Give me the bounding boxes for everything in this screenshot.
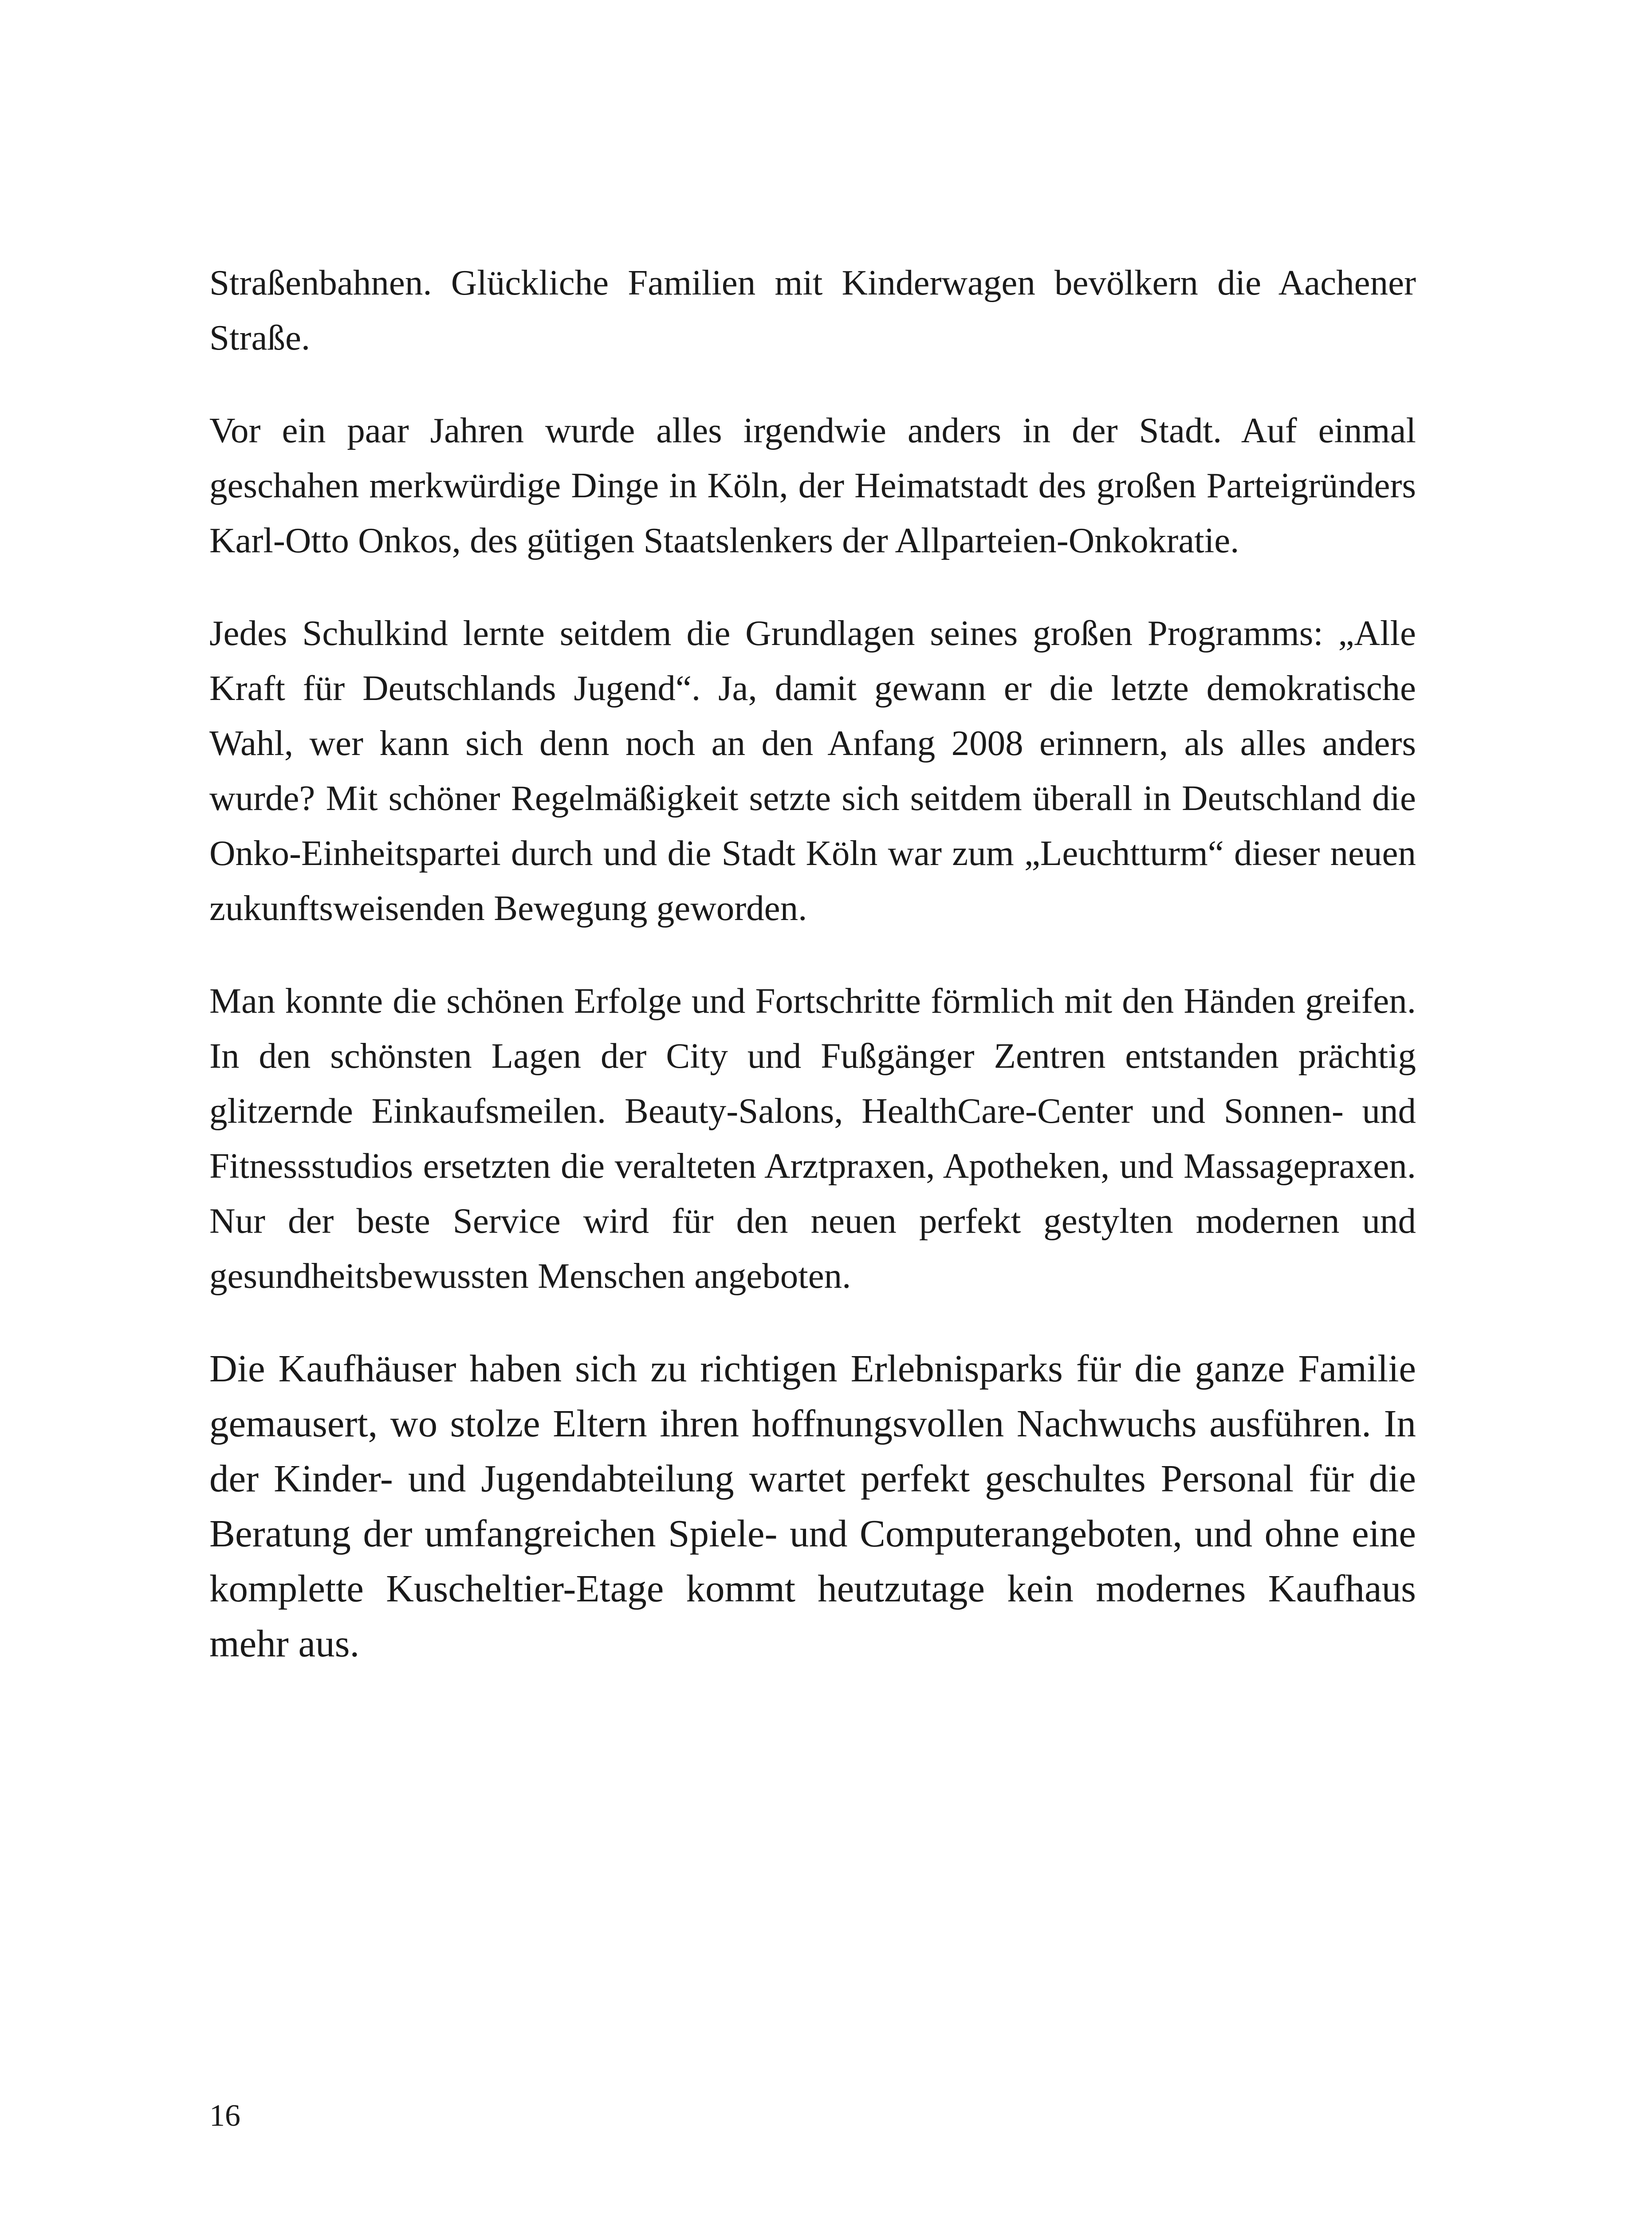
- paragraph-1: Straßenbahnen. Glückliche Familien mit Kinderwagen bevölkern die Aachener Straße.: [209, 263, 1416, 358]
- paragraph-2: Vor ein paar Jahren wurde alles irgendwie anders in der Stadt. Auf einmal geschahen merkwürdige Dinge in Köln, der Heimatstadt des großen Parteigründers Karl-Otto Onkos, des gütigen Staatslenkers der Allparteien-Onkokratie.: [209, 410, 1416, 560]
- paragraph-3: Jedes Schulkind lernte seitdem die Grundlagen seines großen Programms: „Alle Kraft für Deutschlands Jugend“. Ja, damit gewann er die letzte demokratische Wahl, wer kann sich denn noch an den Anfang 2008 erinnern, als alles anders wurde? Mit schöner Regelmäßigkeit setzte sich seitdem überall in Deutschland die Onko-Einheitspartei durch und die Stadt Köln war zum „Leuchtturm“ dieser neuen zukunftsweisenden Bewegung geworden.: [209, 613, 1416, 928]
- paragraph-5: Die Kaufhäuser haben sich zu richtigen Erlebnisparks für die ganze Familie gemausert, wo stolze Eltern ihren hoffnungsvollen Nachwuchs ausführen. In der Kinder- und Jugendabteilung wartet perfekt geschultes Personal für die Beratung der umfangreichen Spiele- und Computerangeboten, und ohne eine komplette Kuscheltier-Etage kommt heutzutage kein modernes Kaufhaus mehr aus.: [209, 1347, 1416, 1665]
- paragraph-4: Man konnte die schönen Erfolge und Fortschritte förmlich mit den Händen greifen. In den schönsten Lagen der City und Fußgänger Zentren entstanden prächtig glitzernde Einkaufsmeilen. Beauty-Salons, HealthCare-Center und Sonnen- und Fitnessstudios ersetzten die veralteten Arztpraxen, Apotheken, und Massagepraxen. Nur der beste Service wird für den neuen perfekt gestylten modernen und gesundheitsbewussten Menschen angeboten.: [209, 981, 1416, 1296]
- body-text: [209, 255, 1416, 1671]
- page-number: 16: [209, 2099, 240, 2133]
